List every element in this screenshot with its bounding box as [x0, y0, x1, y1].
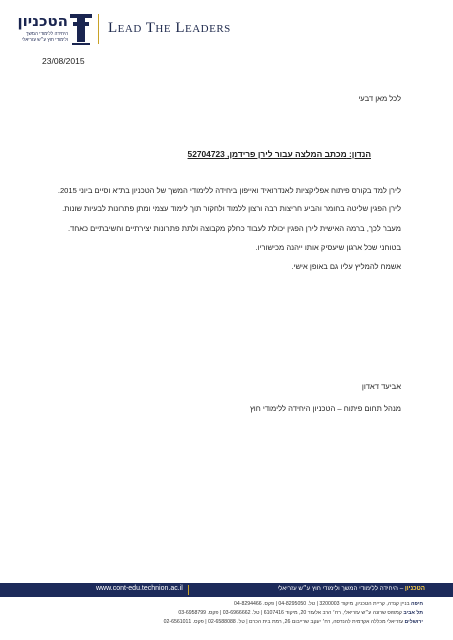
- body-paragraph: אשמח להמליץ עליו גם באופן אישי.: [291, 262, 401, 271]
- footer-brand-name: הטכניון: [404, 585, 425, 592]
- subject-line: [11, 149, 371, 159]
- logo-name: הטכניון: [17, 12, 68, 30]
- address-city: תל אביב: [403, 610, 423, 616]
- body-paragraph: לירן הפגין שליטה בחומר והביע חריצות רבה ורצון ללמוד ולחקור תוך לימוד עצמי ומתן פתרונות לבעיות שונות.: [62, 204, 401, 213]
- address-text: בניין קנדה, קריית הטכניון, מיקוד 3200003 | טל. 04-8295050 | פקס. 04-8294466: [233, 601, 412, 607]
- subject-text: מכתב המלצה עבור לירן פרידמן, 52704723: [187, 149, 347, 159]
- tagline: Lead The Leaders: [108, 20, 231, 36]
- technion-emblem-icon: [68, 12, 94, 46]
- logo-subtitle-2: ולימודי חוץ ע״ש עזריאלי: [21, 37, 68, 42]
- body-paragraph: מעבר לכך, ברמה האישית לירן הפגין יכולת לעבוד כחלק מקבוצה ולתת פתרונות יצירתיים וחשיבתיים כאחד.: [67, 224, 401, 233]
- address-line: [164, 619, 423, 625]
- subject-prefix: הנדון:: [346, 149, 371, 159]
- address-line: [178, 610, 423, 616]
- salutation: לכל מאן דבעי: [358, 94, 401, 103]
- letter-date: 23/08/2015: [42, 56, 85, 66]
- address-text: קמפוס שרונה ע״ש עזריאלי, רח׳ הרב אלעזר 20, מיקוד 6107416 | טל. 03-6966662 | פקס. 03-6958799: [178, 610, 404, 616]
- footer-brand: [278, 585, 425, 592]
- address-text: עזריאלי מכללה אקדמית להנדסה, רח׳ יעקב שרייבום 26, רמת בית הכרם | טל. 02-6588088 | פקס. 02-6561011: [163, 619, 405, 625]
- address-city: חיפה: [411, 601, 423, 607]
- address-city: ירושלים: [404, 619, 423, 625]
- body-paragraph: לירן למד בקורס פיתוח אפליקציות לאנדרואיד ואייפון ביחידה ללימודי המשך של הטכניון בת"א וסיים ביוני 2015.: [57, 186, 401, 195]
- signature-name: אביעד דאדון: [361, 382, 401, 391]
- address-line: [234, 601, 423, 607]
- signature-title: מנהל תחום פיתוח – הטכניון היחידה ללימודי חוץ: [249, 404, 401, 413]
- letterhead: [0, 0, 453, 60]
- header-divider: [98, 14, 99, 44]
- footer-divider: [188, 585, 189, 595]
- logo-subtitle-1: היחידה ללימודי המשך: [26, 31, 68, 36]
- body-paragraph: בטוחני שכל ארגון שיעסיק אותו ייהנה מכישוריו.: [255, 243, 401, 252]
- footer-brand-rest: – היחידה ללימודי המשך ולימודי חוץ ע״ש עזריאלי: [277, 585, 405, 592]
- technion-logo: [16, 12, 94, 48]
- footer-url-link[interactable]: www.cont-edu.technion.ac.il: [96, 585, 183, 592]
